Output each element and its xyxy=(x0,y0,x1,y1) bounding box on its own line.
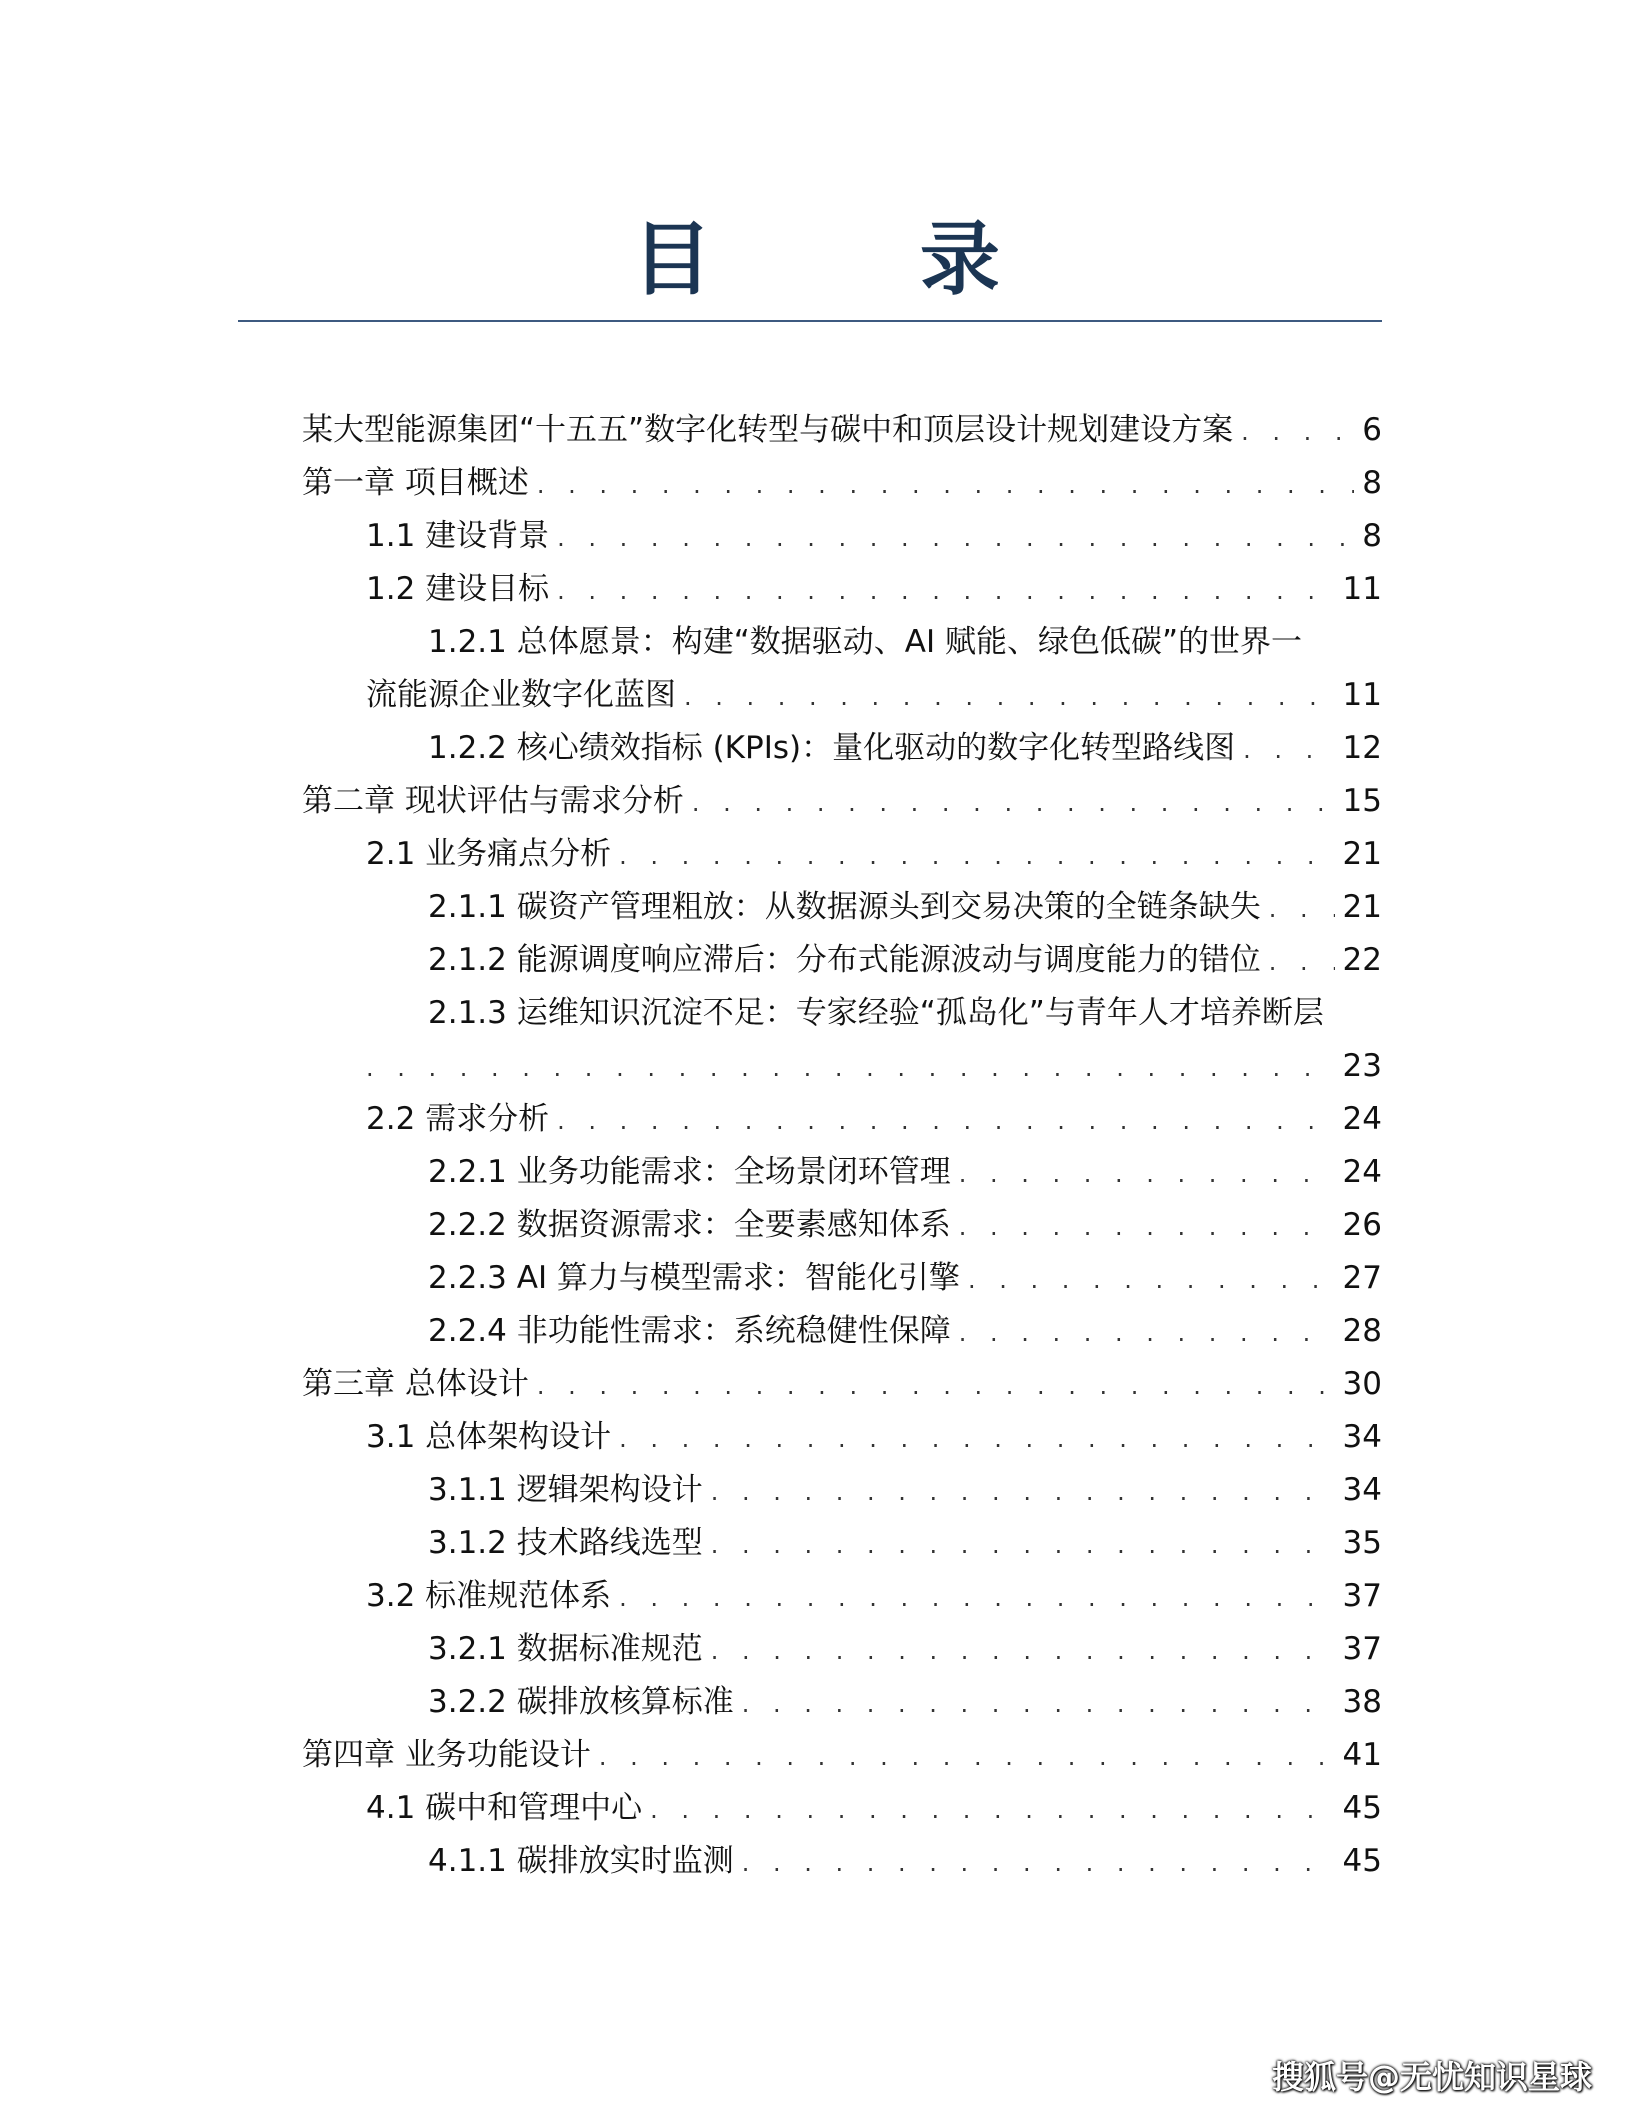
toc-entry-text: 3.1 总体架构设计 xyxy=(366,1419,612,1455)
toc-entry-page: 27 xyxy=(1342,1260,1382,1296)
toc-entry-chapter-1[interactable] xyxy=(302,457,1382,509)
toc-entry-2-2-3[interactable] xyxy=(428,1252,1382,1304)
leader-dots xyxy=(959,1201,1335,1253)
toc-entry-2-2-1[interactable] xyxy=(428,1146,1382,1198)
toc-entry-page: 15 xyxy=(1342,783,1382,819)
toc-entry-page: 41 xyxy=(1342,1737,1382,1773)
toc-entry-page: 8 xyxy=(1362,518,1382,554)
toc-entry-text: 2.2.3 AI 算力与模型需求：智能化引擎 xyxy=(428,1260,960,1296)
toc-entry-page: 24 xyxy=(1342,1101,1382,1137)
toc-entry-text: 2.1.2 能源调度响应滞后：分布式能源波动与调度能力的错位 xyxy=(428,942,1261,978)
toc-entry-page: 12 xyxy=(1342,730,1382,766)
toc-entry-text: 2.1 业务痛点分析 xyxy=(366,836,612,872)
toc-entry-text: 3.2.1 数据标准规范 xyxy=(428,1631,703,1667)
toc-entry-page: 6 xyxy=(1362,412,1382,448)
toc-entry-3-2-1[interactable] xyxy=(428,1623,1382,1675)
toc-entry-3-1[interactable] xyxy=(366,1411,1382,1463)
toc-entry-4-1[interactable] xyxy=(366,1782,1382,1834)
toc-entry-text: 第二章 现状评估与需求分析 xyxy=(302,783,684,819)
leader-dots xyxy=(959,1148,1335,1200)
toc-entry-text: 2.2.2 数据资源需求：全要素感知体系 xyxy=(428,1207,951,1243)
toc-entry-text: 3.1.2 技术路线选型 xyxy=(428,1525,703,1561)
toc-entry-3-1-1[interactable] xyxy=(428,1464,1382,1516)
leader-dots xyxy=(619,1413,1334,1465)
toc-entry-page: 37 xyxy=(1342,1631,1382,1667)
toc-entry-text: 1.2 建设目标 xyxy=(366,571,550,607)
source-watermark: 搜狐号@无忧知识星球 xyxy=(1271,2058,1592,2096)
leader-dots xyxy=(959,1307,1335,1359)
toc-entry-2-1-3[interactable] xyxy=(366,1040,1382,1092)
toc-entry-chapter-3[interactable] xyxy=(302,1358,1382,1410)
toc-entry-2-1-3-line1[interactable]: 2.1.3 运维知识沉淀不足：专家经验“孤岛化”与青年人才培养断层 xyxy=(428,995,1324,1031)
leader-dots xyxy=(619,1572,1334,1624)
toc-entry-text: 3.2.2 碳排放核算标准 xyxy=(428,1684,734,1720)
leader-dots xyxy=(619,830,1334,882)
leader-dots xyxy=(1243,724,1334,776)
toc-entry-page: 26 xyxy=(1342,1207,1382,1243)
leader-dots xyxy=(650,1784,1334,1836)
leader-dots xyxy=(1241,406,1354,458)
toc-entry-page: 22 xyxy=(1342,942,1382,978)
toc-entry-text: 2.1.1 碳资产管理粗放：从数据源头到交易决策的全链条缺失 xyxy=(428,889,1261,925)
leader-dots xyxy=(742,1837,1335,1889)
leader-dots xyxy=(684,671,1335,723)
leader-dots xyxy=(711,1625,1335,1677)
leader-dots xyxy=(742,1678,1335,1730)
toc-entry-3-2-2[interactable] xyxy=(428,1676,1382,1728)
toc-entry-4-1-1[interactable] xyxy=(428,1835,1382,1887)
toc-entry-page: 8 xyxy=(1362,465,1382,501)
leader-dots xyxy=(1269,883,1335,935)
leader-dots xyxy=(711,1466,1335,1518)
toc-entry-text: 1.2.2 核心绩效指标 (KPIs)：量化驱动的数字化转型路线图 xyxy=(428,730,1236,766)
toc-entry-text: 4.1.1 碳排放实时监测 xyxy=(428,1843,734,1879)
toc-entry-2-1-1[interactable] xyxy=(428,881,1382,933)
toc-entry-2-2-4[interactable] xyxy=(428,1305,1382,1357)
toc-entry-chapter-2[interactable] xyxy=(302,775,1382,827)
leader-dots xyxy=(557,1095,1334,1147)
toc-entry-chapter-4[interactable] xyxy=(302,1729,1382,1781)
toc-entry-page: 38 xyxy=(1342,1684,1382,1720)
toc-entry-3-1-2[interactable] xyxy=(428,1517,1382,1569)
leader-dots xyxy=(1269,936,1335,988)
toc-entry-page: 34 xyxy=(1342,1472,1382,1508)
toc-entry-text: 2.2.1 业务功能需求：全场景闭环管理 xyxy=(428,1154,951,1190)
toc-entry-2-1[interactable] xyxy=(366,828,1382,880)
leader-dots xyxy=(711,1519,1335,1571)
toc-entry-2-1-2[interactable] xyxy=(428,934,1382,986)
page-title: 目 录 xyxy=(632,213,1090,306)
toc-entry-text: 某大型能源集团“十五五”数字化转型与碳中和顶层设计规划建设方案 xyxy=(302,412,1234,448)
leader-dots xyxy=(537,459,1354,511)
toc-entry-text: 3.1.1 逻辑架构设计 xyxy=(428,1472,703,1508)
toc-entry-2-2-2[interactable] xyxy=(428,1199,1382,1251)
toc-entry-text: 2.2.4 非功能性需求：系统稳健性保障 xyxy=(428,1313,951,1349)
toc-entry-page: 11 xyxy=(1342,677,1382,713)
toc-entry-1-2[interactable] xyxy=(366,563,1382,615)
toc-entry-page: 21 xyxy=(1342,889,1382,925)
leader-dots xyxy=(557,565,1334,617)
toc-entry-page: 23 xyxy=(1342,1048,1382,1084)
toc-entry-page: 35 xyxy=(1342,1525,1382,1561)
toc-entry-page: 45 xyxy=(1342,1790,1382,1826)
toc-entry-page: 30 xyxy=(1342,1366,1382,1402)
toc-entry-text: 第一章 项目概述 xyxy=(302,465,529,501)
toc-entry-2-2[interactable] xyxy=(366,1093,1382,1145)
toc-entry-text: 流能源企业数字化蓝图 xyxy=(366,677,676,713)
toc-entry-text: 第四章 业务功能设计 xyxy=(302,1737,591,1773)
leader-dots xyxy=(968,1254,1335,1306)
toc-entry-3-2[interactable] xyxy=(366,1570,1382,1622)
toc-entry-text: 2.2 需求分析 xyxy=(366,1101,550,1137)
leader-dots xyxy=(599,1731,1335,1783)
toc-entry-1-2-1-line1[interactable]: 1.2.1 总体愿景：构建“数据驱动、AI 赋能、绿色低碳”的世界一 xyxy=(428,624,1303,660)
toc-entry-page: 34 xyxy=(1342,1419,1382,1455)
leader-dots xyxy=(366,1042,1335,1094)
toc-entry-page: 37 xyxy=(1342,1578,1382,1614)
toc-entry-page: 28 xyxy=(1342,1313,1382,1349)
toc-entry-page: 45 xyxy=(1342,1843,1382,1879)
toc-entry-text: 3.2 标准规范体系 xyxy=(366,1578,612,1614)
toc-entry-page: 21 xyxy=(1342,836,1382,872)
toc-entry-text: 第三章 总体设计 xyxy=(302,1366,529,1402)
leader-dots xyxy=(692,777,1335,829)
toc-entry-page: 11 xyxy=(1342,571,1382,607)
toc-entry-1-2-2[interactable] xyxy=(428,722,1382,774)
toc-entry-text: 1.1 建设背景 xyxy=(366,518,550,554)
leader-dots xyxy=(537,1360,1335,1412)
toc-entry-title[interactable] xyxy=(302,404,1382,456)
toc-entry-1-2-1[interactable] xyxy=(366,669,1382,721)
leader-dots xyxy=(557,512,1354,564)
toc-entry-page: 24 xyxy=(1342,1154,1382,1190)
toc-entry-1-1[interactable] xyxy=(366,510,1382,562)
toc-entry-text: 4.1 碳中和管理中心 xyxy=(366,1790,643,1826)
